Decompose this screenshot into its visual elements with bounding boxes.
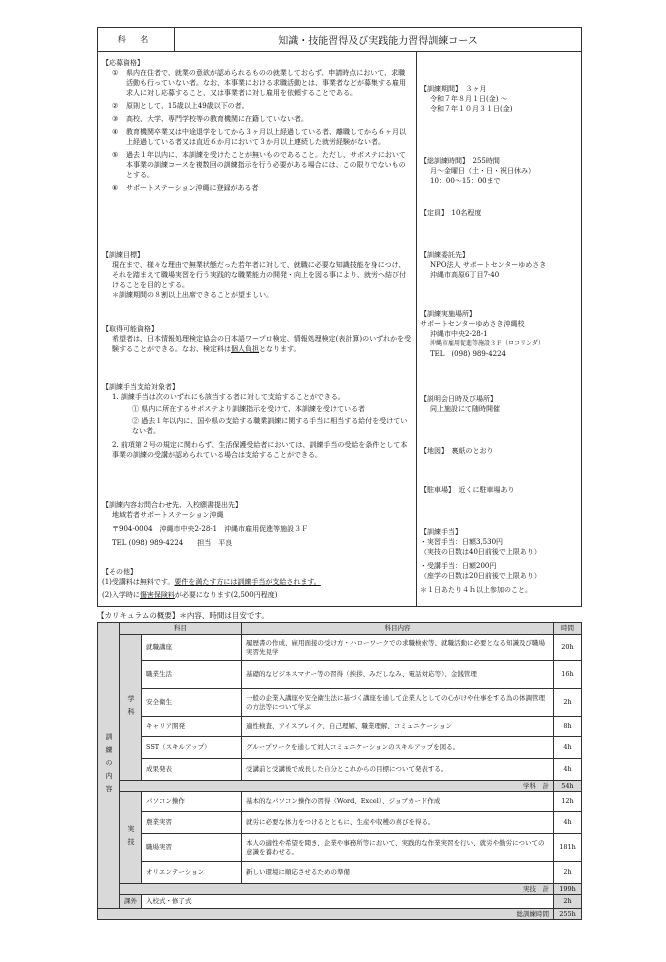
kagai-name: 入校式・修了式: [142, 895, 554, 909]
col-hours: 時間: [554, 623, 582, 635]
stipend-note: ＊１日あたり４ｈ以上参加のこと。: [420, 586, 532, 594]
certification-heading: 【取得可能資格】: [102, 325, 158, 333]
map-text: 裏紙のとおり: [451, 447, 494, 455]
jitsugi-total-row: [98, 884, 582, 895]
qualification-item: ⑥ サポートステーション沖縄に登録がある者: [112, 184, 259, 192]
other-line-1: (1)受講料は無料です。要件を満たす方には訓練手当が支給されます。: [102, 578, 321, 586]
parking-text: 近くに駐車場あり: [458, 486, 515, 494]
left-column: [98, 52, 417, 606]
training-days: 月～金曜日（土・日・祝日休み）: [430, 167, 535, 175]
right-column: [416, 52, 583, 606]
table-row: 安全衛生 一般の企業入講座や安全衛生法に基づく講座を通して企業人としての心がけや仕事をする為の体調管理の方法等について学ぶ 2h: [98, 689, 582, 717]
stipend-b1: ・受講手当：日額200円: [420, 562, 497, 570]
outer-label: 訓練の内容: [98, 623, 120, 909]
contact-section: [102, 500, 412, 548]
map-section: [420, 446, 579, 456]
goal-note: ＊訓練期間の８割以上出席できることが望ましい。: [112, 291, 273, 299]
course-title: 知識・技能習得及び実践能力習得訓練コース: [278, 36, 478, 47]
other-heading: 【その他】: [102, 568, 137, 576]
qualification-item: ③ 高校、大学、専門学校等の教育機関に在籍していない者。: [112, 115, 308, 123]
venue-org: サポートセンターゆめさき沖縄校: [420, 320, 525, 328]
training-hours: 10：00～15：00まで: [430, 177, 501, 185]
consignee-section: [420, 250, 579, 280]
table-row: 成果発表 受講前と受講後で成長した自分とこれからの目標について発表する。 4h: [98, 759, 582, 781]
quota-value: 10名程度: [451, 209, 482, 217]
qualification-item: ⑤ 過去１年以内に、本訓練を受けたことが無いものであること。ただし、サポステにおいて本事業の訓練コースを複数回の訓練指示を行う必要がある場合には、この限りでないものとする。: [112, 151, 406, 179]
period-duration: ３ヶ月: [465, 85, 487, 93]
table-row: キャリア開発 適性検査、アイスブレイク、自己理解、職業理解、コミュニケーション 8h: [98, 717, 582, 737]
total-hours: 255時間: [472, 157, 500, 165]
other-line-2: (2)入学時に傷害保険料が必要になります(2,500円程度): [102, 591, 278, 599]
allowance-item-2: 2. 前項第２号の規定に関わらず、生活保護受給者においては、訓練手当の受給を条件として本事業の訓練の受講が認められている場合は支給することができる。: [112, 441, 408, 459]
stipend-a2: （実技の日数は40日前後で上限あり）: [420, 548, 541, 556]
venue-heading: 【訓練実施場所】: [420, 310, 476, 318]
kagai-label: 課外: [120, 895, 142, 909]
course-details: [97, 52, 582, 607]
gakka-total: 54h: [554, 781, 582, 792]
map-heading: 【地図】: [420, 447, 445, 455]
consignee-heading: 【訓練委託先】: [420, 251, 469, 259]
venue-tel: TEL (098) 989-4224: [430, 350, 507, 358]
grand-total-label: 総訓練時間: [98, 909, 554, 920]
stipend-heading: 【訓練手当】: [420, 528, 462, 536]
venue-section: [420, 309, 579, 359]
period-to: 令和７年１０月３１日(金): [430, 105, 513, 113]
contact-tel: TEL (098) 989-4224 担当 平良: [112, 539, 233, 547]
grand-total-row: [98, 909, 582, 920]
qualification-item: ④ 教育機関卒業又は中途退学をしてから３ヶ月以上経過している者、離職してから６ヶ月以上経過している者又は直近６か月において３か月以上連続した就労経験がない者。: [112, 128, 406, 146]
stipend-a1: ・実習手当：日額3,530円: [420, 538, 504, 546]
period-section: [420, 84, 579, 114]
hours-heading: 【総訓練時間】: [420, 157, 466, 165]
briefing-text: 同上施設にて随時開催: [430, 405, 500, 413]
hours-section: [420, 156, 579, 186]
venue-address-1: 沖縄市中央2-28-1: [430, 330, 488, 338]
stipend-section: [420, 527, 579, 595]
table-row: SST（スキルアップ） グループワークを通して対人コミュニケーションのスキルアップを図る。 4h: [98, 737, 582, 759]
flyer-page: [97, 27, 582, 932]
qualifications-section: [102, 58, 412, 193]
consignee-address: 沖縄市高原6丁目7-40: [430, 271, 500, 279]
grand-total: 255h: [554, 909, 582, 920]
allowance-sub-1: ① 県内に所在するサポステより訓練指示を受けて、本訓練を受けている者: [132, 405, 365, 413]
col-subject: 科目: [120, 623, 242, 635]
allowance-sub-2: ② 過去１年以内に、国や県の支給する職業訓練に関する手当に相当する給付を受けていない者。: [132, 417, 408, 435]
table-row: 職業生活 基礎的なビジネスマナー等の習得（挨拶、みだしなみ、電話対応等）、金銭管理 16h: [98, 661, 582, 689]
allowance-item-1: 1. 訓練手当は次のいずれにも該当する者に対して支給することができる。: [112, 393, 345, 401]
period-heading: 【訓練期間】: [420, 85, 459, 93]
quota-heading: 【定員】: [420, 209, 445, 217]
curriculum-table: [97, 622, 582, 920]
jitsugi-label: 実技: [120, 792, 142, 884]
gakka-total-row: [98, 781, 582, 792]
qualification-item: ② 原則として、15歳以上49歳以下の者。: [112, 102, 249, 110]
qualification-item: ① 県内在住者で、就業の意欲が認められるものの就業しておらず、申請時点において、求職活動も行っていない者。なお、本事業における求職活動とは、事業者などが募集する雇用求人に対し応募すること、又は事業者に対し雇用を依頼することである。: [112, 69, 406, 97]
gakka-total-label: 学科 計: [120, 781, 554, 792]
table-header-row: [98, 623, 582, 635]
briefing-heading: 【説明会日時及び場所】: [420, 395, 497, 403]
other-section: [102, 567, 412, 600]
table-row: 実技 パソコン操作 基本的なパソコン操作の習得（Word、Excel）、ジョブカード作成 12h: [98, 792, 582, 812]
contact-address: 〒904-0004 沖縄市中央2-28-1 沖縄市雇用促進等施設３Ｆ: [112, 525, 309, 533]
contact-heading: 【訓練内容お問合わせ先、入校願書提出先】: [102, 501, 242, 509]
period-from: 令和７年８月１日(金) ～: [430, 95, 508, 103]
parking-section: [420, 485, 579, 495]
stipend-b2: （座学の日数は20日前後で上限あり）: [420, 572, 541, 580]
jitsugi-total-label: 実技 計: [120, 884, 554, 895]
consignee-org: NPO法人 サポートセンターゆめさき: [430, 261, 547, 269]
briefing-section: [420, 394, 579, 414]
certification-section: [102, 324, 412, 354]
col-content: 科目内容: [242, 623, 554, 635]
jitsugi-total: 199h: [554, 884, 582, 895]
gakka-label: 学科: [120, 635, 142, 781]
kagai-hours: 2h: [554, 895, 582, 909]
goal-text: 現在まで、様々な理由で無業状態だった若年者に対して、就職に必要な知識技能を身につけ、それを踏まえて職場実習を行う実践的な職業能力の開発・向上を図る事により、就労へ結び付けることを目的とする。: [112, 261, 406, 289]
goal-section: [102, 250, 412, 300]
curriculum-title: 【カリキュラムの概要】＊内容、時間は目安です。: [97, 611, 269, 620]
table-row: 農業実習 就労に必要な体力をつけるとともに、生産や収穫の喜びを得る。 4h: [98, 812, 582, 834]
course-header: [97, 27, 582, 52]
kagai-row: [98, 895, 582, 909]
table-row: オリエンテーション 新しい環境に順応させるための準備 2h: [98, 862, 582, 884]
table-row: 学科 就職講座 履歴書の作成、雇用面接の受け方・ハローワークでの求職検索等、就職活動に必要となる知識及び職場実習先見学 20h: [98, 635, 582, 661]
certification-text: 希望者は、日本情報処理検定協会の日本語ワープロ検定、情報処理検定(表計算)のいずれかを受験することができる。なお、検定料は個人負担となります。: [112, 335, 412, 353]
allowance-section: [102, 382, 412, 460]
allowance-heading: 【訓練手当支給対象者】: [102, 383, 179, 391]
parking-heading: 【駐車場】: [420, 486, 452, 494]
qualifications-heading: 【応募資格】: [102, 59, 144, 67]
goal-heading: 【訓練目標】: [102, 251, 144, 259]
table-row: 職場実習 本人の適性や希望を聞き、企業や事務所等において、実践的な作業実習を行い、就労や勤労についての意識を養わせる。 181h: [98, 834, 582, 862]
quota-section: [420, 208, 579, 218]
contact-org: 地域若者サポートステーション沖縄: [112, 511, 224, 519]
venue-address-2: 沖縄市雇用促進等施設３Ｆ（ロコリンダ）: [430, 340, 544, 347]
course-name-label: 科 名: [98, 28, 175, 51]
